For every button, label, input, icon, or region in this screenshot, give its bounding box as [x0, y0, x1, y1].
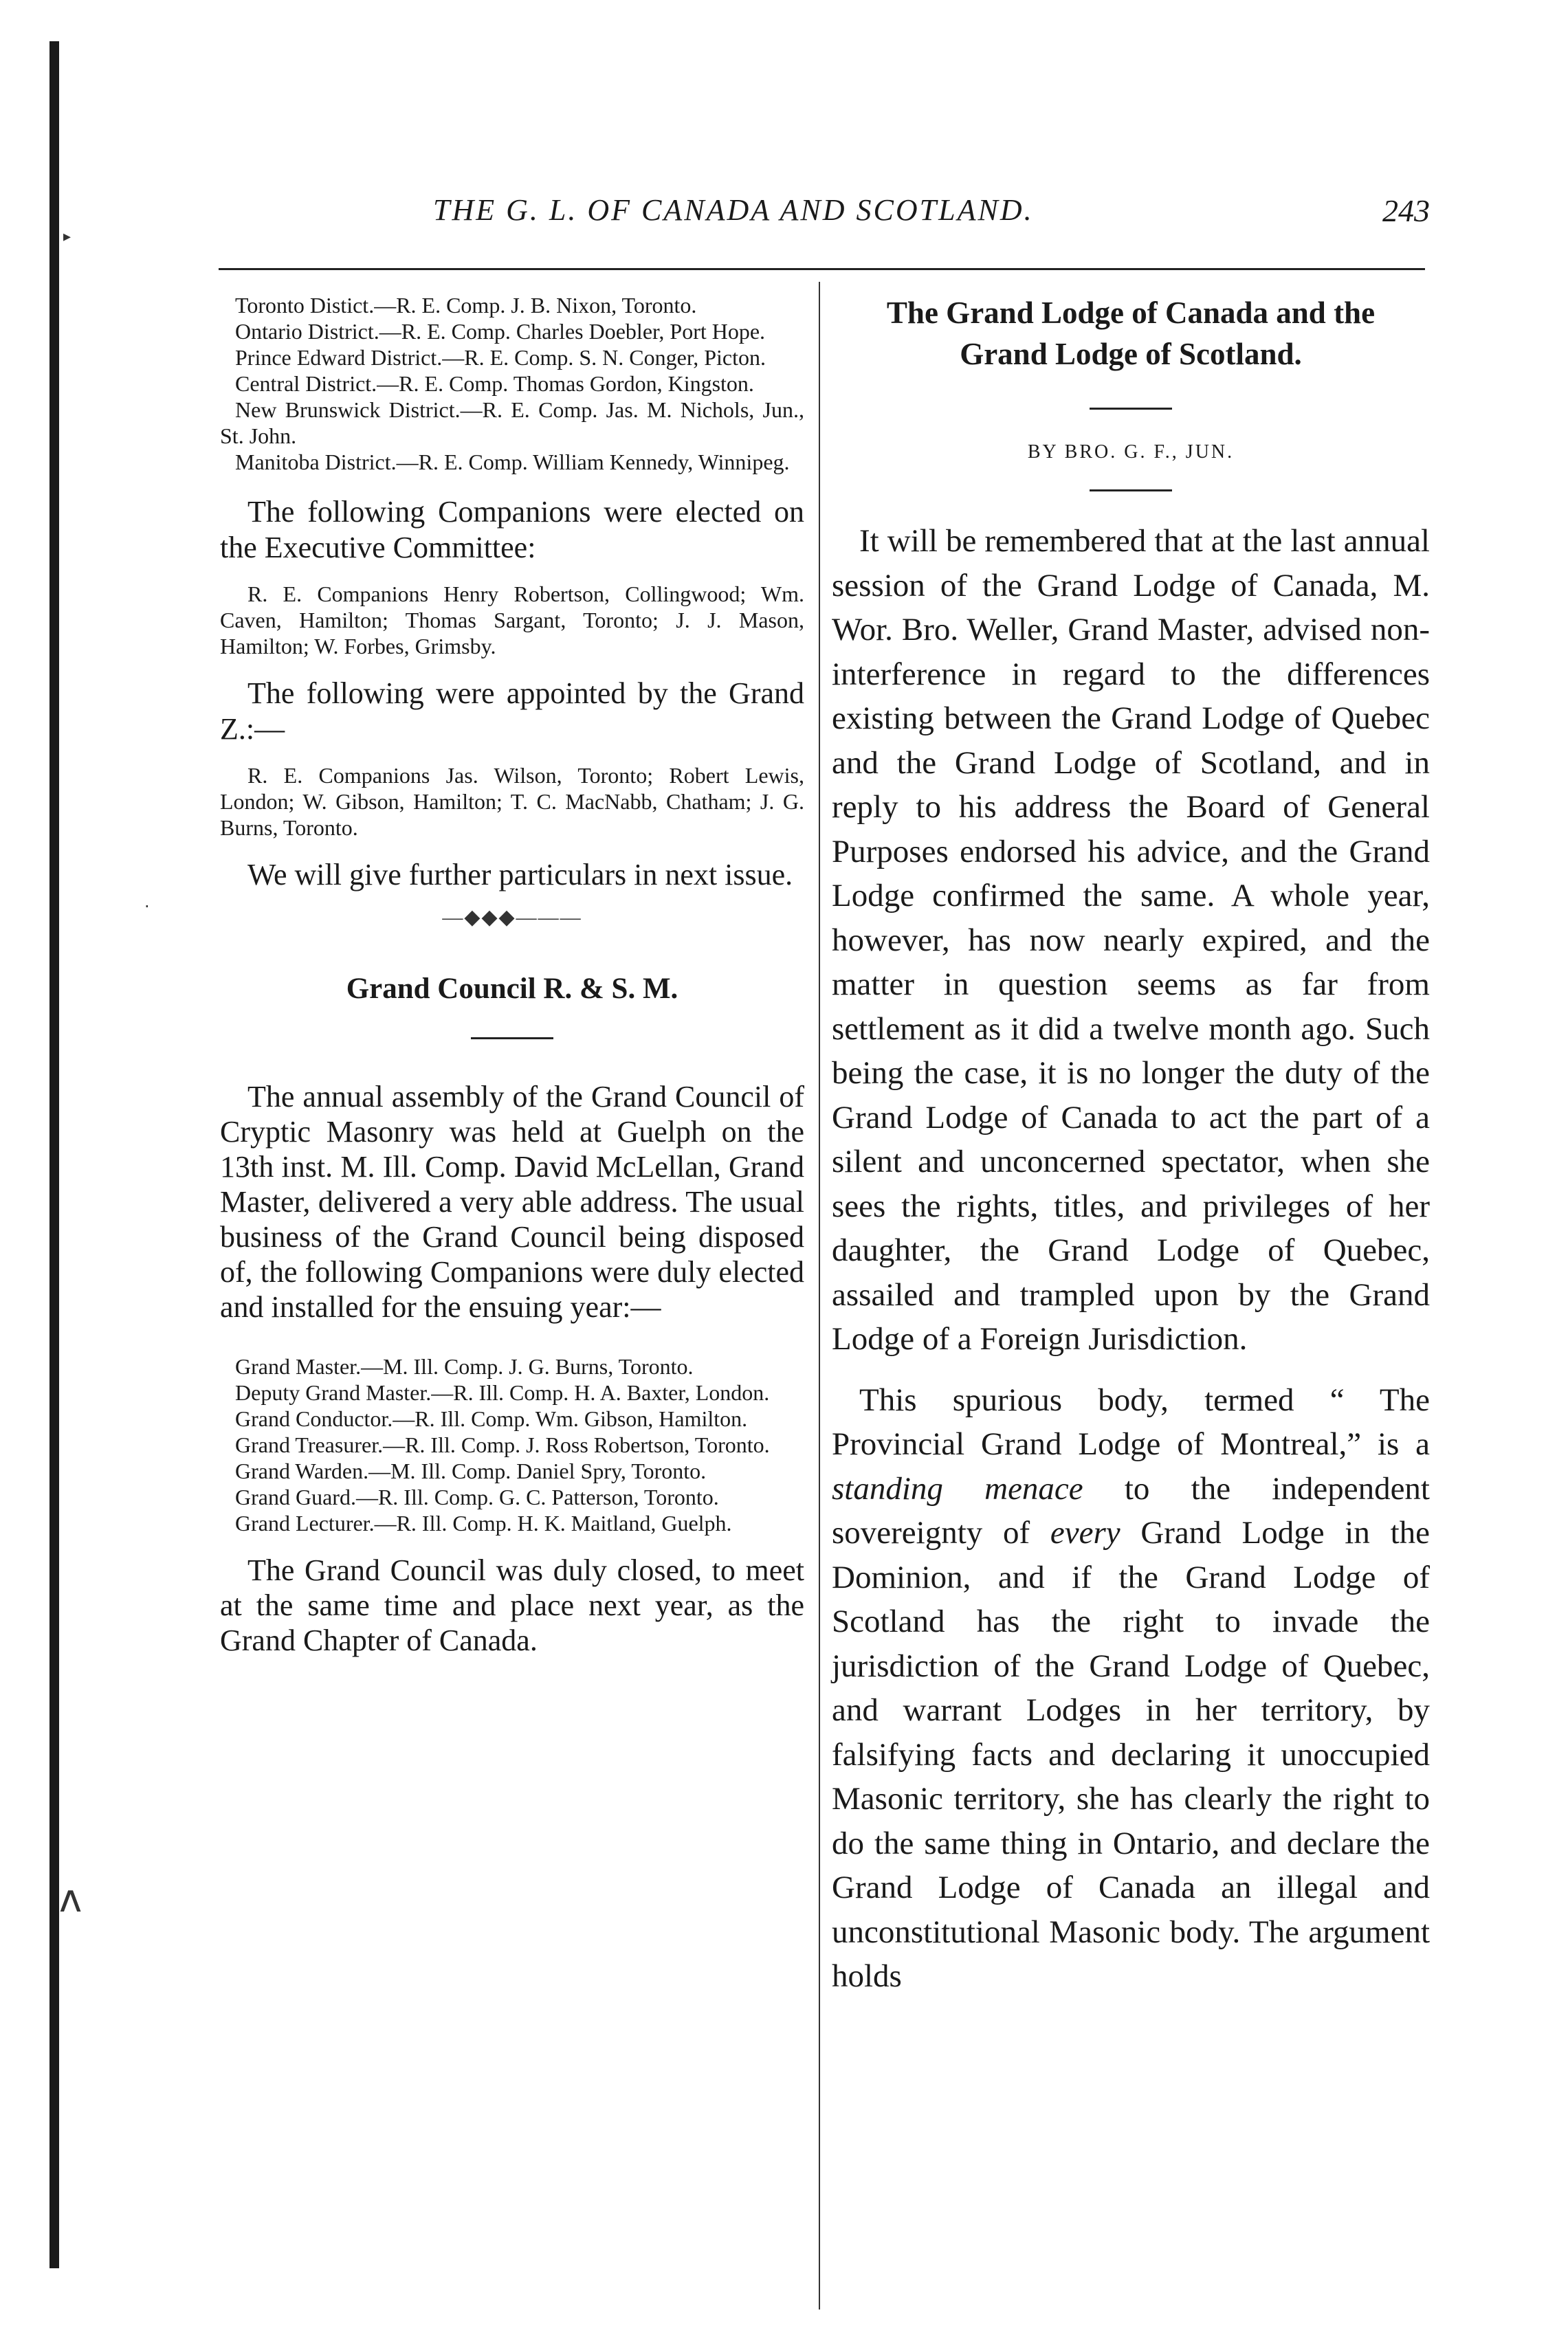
italic-emphasis: standing menace	[832, 1470, 1083, 1507]
council-paragraph: The annual assembly of the Grand Council of Cryptic Masonry was held at Guelph on the 13th inst. M. Ill. Comp. David McLellan, Grand Master, delivered a very able address. The usual business of the Grand Council being disposed of, the following Companions were duly elected and installed for the ensuing year:—	[220, 1080, 804, 1324]
officer-entry: Grand Master.—M. Ill. Comp. J. G. Burns, Toronto.	[235, 1354, 694, 1379]
left-column	[220, 292, 804, 1658]
italic-emphasis: every	[1050, 1515, 1120, 1551]
officer-list	[220, 1353, 804, 1536]
running-head	[206, 192, 1430, 247]
byline-rule	[1090, 489, 1172, 491]
heading-rule	[471, 1037, 553, 1039]
heading-rule	[1090, 408, 1172, 410]
byline: BY BRO. G. F., JUN.	[1027, 441, 1235, 463]
officer-entry: Deputy Grand Master.—R. Ill. Comp. H. A. Baxter, London.	[235, 1380, 770, 1405]
margin-mark: ▸	[63, 228, 71, 245]
officer-entry: Grand Warden.—M. Ill. Comp. Daniel Spry, Toronto.	[235, 1459, 707, 1483]
council-heading: Grand Council R. & S. M.	[346, 973, 678, 1005]
appointed-intro: The following were appointed by the Grand Z.:—	[220, 676, 804, 746]
article-paragraph-2	[832, 1378, 1430, 1999]
header-rule	[219, 268, 1425, 270]
page-number: 243	[1382, 193, 1430, 228]
margin-mark: ·	[144, 897, 150, 916]
district-entry: New Brunswick District.—R. E. Comp. Jas. M. Nichols, Jun., St. John.	[220, 397, 804, 448]
paragraph-text: Grand Lodge in the Dominion, and if the Grand Lodge of Scotland has the right to invade the jurisdiction of the Grand Lodge of Quebec, and warrant Lodges in her territory, by falsifying facts and declaring it unoccupied Masonic territory, she has clearly the right to do the same thing in Ontario, and declare the Grand Lodge of Canada an illegal and unconstitutional Masonic body. The argument holds	[832, 1515, 1430, 1994]
section-ornament: —◆◆◆———	[442, 906, 582, 929]
margin-mark: ʌ	[59, 1876, 82, 1921]
running-title: THE G. L. OF CANADA AND SCOTLAND.	[433, 193, 1034, 227]
binding-edge	[49, 41, 59, 2268]
paragraph-text: This spurious body, termed “ The Provincial Grand Lodge of Montreal,” is a	[832, 1382, 1430, 1462]
appointed-names: R. E. Companions Jas. Wilson, Toronto; Robert Lewis, London; W. Gibson, Hamilton; T. C. MacNabb, Chatham; J. G. Burns, Toronto.	[220, 763, 804, 840]
district-entry: Central District.—R. E. Comp. Thomas Gordon, Kingston.	[235, 371, 754, 396]
officer-entry: Grand Guard.—R. Ill. Comp. G. C. Patterson, Toronto.	[235, 1485, 719, 1509]
paragraph-text: to the independent sovereignty of	[832, 1470, 1430, 1551]
further-note: We will give further particulars in next issue.	[247, 858, 793, 891]
district-entry: Toronto Distict.—R. E. Comp. J. B. Nixon, Toronto.	[235, 293, 697, 318]
officer-entry: Grand Lecturer.—R. Ill. Comp. H. K. Maitland, Guelph.	[235, 1511, 732, 1536]
article-paragraph-1: It will be remembered that at the last annual session of the Grand Lodge of Canada, M. Wor. Bro. Weller, Grand Master, advised non-interference in regard to the differences existing between the Grand Lodge of Quebec and the Grand Lodge of Scotland, and in reply to his address the Board of General Purposes endorsed his advice, and the Grand Lodge confirmed the same. A whole year, however, has now nearly expired, and the matter in question seems as far from settlement as it did a twelve month ago. Such being the case, it is no longer the duty of the Grand Lodge of Canada to act the part of a silent and unconcerned spectator, when she sees the rights, titles, and privileges of her daughter, the Grand Lodge of Quebec, assailed and trampled upon by the Grand Lodge of a Foreign Jurisdiction.	[832, 523, 1430, 1357]
district-entry: Ontario District.—R. E. Comp. Charles Doebler, Port Hope.	[235, 319, 766, 344]
officer-entry: Grand Conductor.—R. Ill. Comp. Wm. Gibson, Hamilton.	[235, 1406, 748, 1431]
district-entry: Prince Edward District.—R. E. Comp. S. N. Conger, Picton.	[235, 345, 766, 370]
executive-intro: The following Companions were elected on the Executive Committee:	[220, 495, 804, 564]
district-entry: Manitoba District.—R. E. Comp. William Kennedy, Winnipeg.	[235, 450, 790, 474]
right-column	[832, 292, 1430, 1999]
executive-names: R. E. Companions Henry Robertson, Collingwood; Wm. Caven, Hamilton; Thomas Sargant, Toronto; J. J. Mason, Hamilton; W. Forbes, Grimsby.	[220, 582, 804, 658]
article-heading-line1: The Grand Lodge of Canada and the	[886, 296, 1376, 330]
officer-entry: Grand Treasurer.—R. Ill. Comp. J. Ross Robertson, Toronto.	[235, 1432, 770, 1457]
article-heading-line2: Grand Lodge of Scotland.	[960, 337, 1302, 371]
closing-paragraph: The Grand Council was duly closed, to meet at the same time and place next year, as the Grand Chapter of Canada.	[220, 1553, 804, 1657]
column-rule	[819, 282, 820, 2310]
